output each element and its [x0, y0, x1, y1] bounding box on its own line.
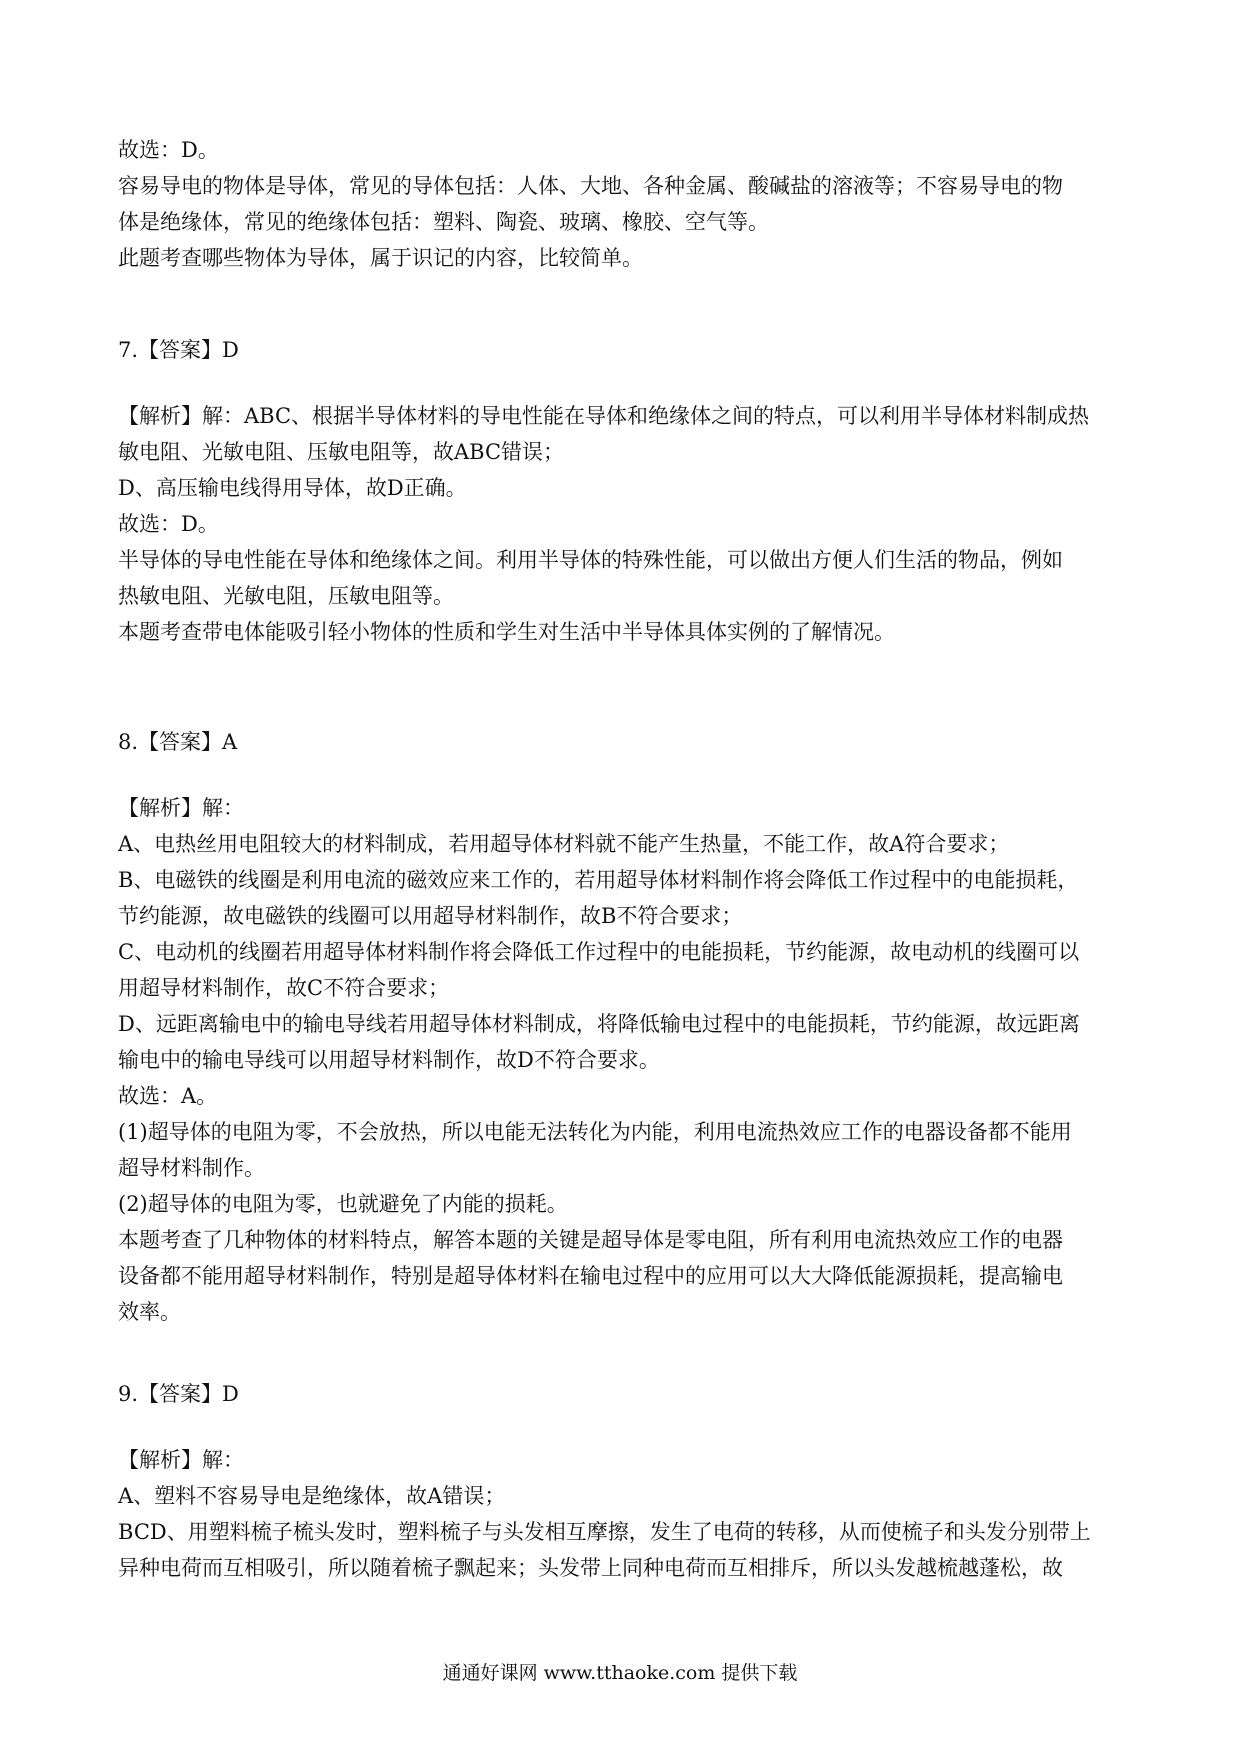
- text-line: 体是绝缘体，常见的绝缘体包括：塑料、陶瓷、玻璃、橡胶、空气等。: [118, 210, 769, 234]
- text-line: A、塑料不容易导电是绝缘体，故A错误；: [118, 1484, 506, 1508]
- text-line: 此题考查哪些物体为导体，属于识记的内容，比较简单。: [118, 246, 643, 270]
- text-line: 故选：D。: [118, 512, 219, 536]
- text-line: C、电动机的线圈若用超导体材料制作将会降低工作过程中的电能损耗，节约能源，故电动机的线圈可以: [118, 940, 1080, 964]
- text-line: 热敏电阻、光敏电阻，压敏电阻等。: [118, 584, 454, 608]
- text-line: 【解析】解：: [118, 1448, 244, 1472]
- page-footer: 通通好课网 www.tthaoke.com 提供下载: [442, 1662, 798, 1684]
- text-line: 设备都不能用超导材料制作，特别是超导体材料在输电过程中的应用可以大大降低能源损耗，提高输电: [118, 1264, 1063, 1288]
- text-line: (2)超导体的电阻为零，也就避免了内能的损耗。: [118, 1192, 568, 1216]
- text-line: BCD、用塑料梳子梳头发时，塑料梳子与头发相互摩擦，发生了电荷的转移，从而使梳子和头发分别带上: [118, 1520, 1091, 1544]
- answer-heading: 8.【答案】A: [118, 730, 238, 754]
- text-line: 本题考查了几种物体的材料特点，解答本题的关键是超导体是零电阻，所有利用电流热效应工作的电器: [118, 1228, 1063, 1252]
- text-line: 异种电荷而互相吸引，所以随着梳子飘起来；头发带上同种电荷而互相排斥，所以头发越梳越蓬松，故: [118, 1556, 1063, 1580]
- text-line: 超导材料制作。: [118, 1156, 265, 1180]
- text-line: 故选：A。: [118, 1084, 218, 1108]
- text-line: 用超导材料制作，故C不符合要求；: [118, 976, 450, 1000]
- text-line: 半导体的导电性能在导体和绝缘体之间。利用半导体的特殊性能，可以做出方便人们生活的物品，例如: [118, 548, 1063, 572]
- text-line: A、电热丝用电阻较大的材料制成，若用超导体材料就不能产生热量，不能工作，故A符合要求；: [118, 832, 1010, 856]
- answer-heading: 9.【答案】D: [118, 1382, 239, 1406]
- text-line: D、远距离输电中的输电导线若用超导体材料制成，将降低输电过程中的电能损耗，节约能源，故远距离: [118, 1012, 1080, 1036]
- text-line: D、高压输电线得用导体，故D正确。: [118, 476, 467, 500]
- text-line: (1)超导体的电阻为零，不会放热，所以电能无法转化为内能，利用电流热效应工作的电器设备都不能用: [118, 1120, 1072, 1144]
- text-line: 【解析】解：: [118, 796, 244, 820]
- text-line: 输电中的输电导线可以用超导材料制作，故D不符合要求。: [118, 1048, 660, 1072]
- text-line: 本题考查带电体能吸引轻小物体的性质和学生对生活中半导体具体实例的了解情况。: [118, 620, 895, 644]
- text-line: 效率。: [118, 1300, 181, 1324]
- answer-heading: 7.【答案】D: [118, 338, 239, 362]
- text-line: 容易导电的物体是导体，常见的导体包括：人体、大地、各种金属、酸碱盐的溶液等；不容易导电的物: [118, 174, 1063, 198]
- text-line: B、电磁铁的线圈是利用电流的磁效应来工作的，若用超导体材料制作将会降低工作过程中的电能损耗，: [118, 868, 1079, 892]
- text-line: 节约能源，故电磁铁的线圈可以用超导材料制作，故B不符合要求；: [118, 904, 743, 928]
- text-line: 故选：D。: [118, 138, 219, 162]
- text-line: 【解析】解：ABC、根据半导体材料的导电性能在导体和绝缘体之间的特点，可以利用半导体材料制成热: [118, 404, 1090, 428]
- text-line: 敏电阻、光敏电阻、压敏电阻等，故ABC错误；: [118, 440, 565, 464]
